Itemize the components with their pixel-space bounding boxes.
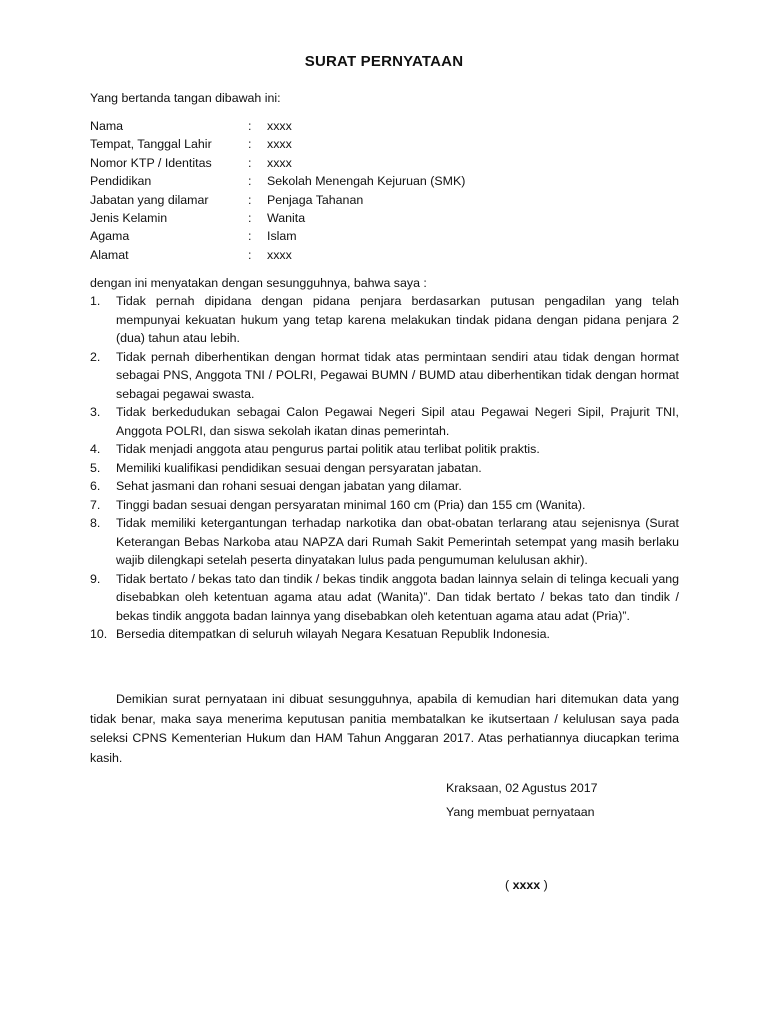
- field-label: Pendidikan: [90, 174, 152, 189]
- item-number: 10.: [90, 627, 108, 641]
- list-item: [90, 477, 679, 496]
- list-item: [90, 348, 679, 404]
- field-label: Nomor KTP / Identitas: [90, 155, 212, 170]
- field-separator: :: [248, 137, 252, 152]
- list-item: [90, 570, 679, 626]
- item-text: Tidak berkedudukan sebagai Calon Pegawai Negeri Sipil atau Pegawai Negeri Sipil, Prajurit TNI, Anggota POLRI, dan siswa sekolah ikatan dinas pemerintah.: [116, 405, 679, 438]
- signature-name: [505, 876, 548, 894]
- item-number: 5.: [90, 460, 101, 475]
- field-row-agama: [90, 227, 465, 245]
- field-separator: :: [248, 229, 252, 244]
- statement-list: [90, 292, 679, 644]
- field-label: Jabatan yang dilamar: [90, 192, 209, 207]
- item-number: 6.: [90, 479, 101, 493]
- field-row-jabatan: [90, 191, 465, 209]
- item-text: Tidak pernah dipidana dengan pidana penjara berdasarkan putusan pengadilan yang telah mempunyai kekuatan hukum yang tetap karena melakukan tindak pidana dengan pidana penjara 2 (dua) tahun atau lebih.: [116, 294, 679, 345]
- list-item: [90, 292, 679, 348]
- field-label: Jenis Kelamin: [90, 210, 168, 225]
- item-text: Sehat jasmani dan rohani sesuai dengan jabatan yang dilamar.: [116, 479, 462, 493]
- item-number: 7.: [90, 497, 101, 512]
- field-separator: :: [248, 210, 252, 225]
- field-value: Penjaga Tahanan: [267, 192, 364, 207]
- statement-intro: dengan ini menyatakan dengan sesungguhnya, bahwa saya :: [90, 276, 427, 290]
- intro-text: Yang bertanda tangan dibawah ini:: [90, 91, 281, 105]
- item-text: Tidak memiliki ketergantungan terhadap narkotika dan obat-obatan terlarang atau sejenisnya (Surat Keterangan Bebas Narkoba atau NAPZA dari Rumah Sakit Pemerintah setempat yang masih berlaku wajib dilengkapi setelah peserta dinyatakan lulus pada pengumuman kelulusan akhir).: [116, 516, 679, 567]
- signer-label: Yang membuat pernyataan: [446, 805, 595, 819]
- field-label: Agama: [90, 229, 130, 244]
- field-row-alamat: [90, 246, 465, 264]
- item-text: Tidak pernah diberhentikan dengan hormat tidak atas permintaan sendiri atau tidak dengan hormat sebagai PNS, Anggota TNI / POLRI, Pegawai BUMN / BUMD atau diberhentikan tidak dengan hormat sebagai pegawai swasta.: [116, 349, 679, 401]
- field-separator: :: [248, 192, 252, 207]
- item-text: Tidak menjadi anggota atau pengurus partai politik atau terlibat politik praktis.: [116, 442, 540, 456]
- document-title: SURAT PERNYATAAN: [304, 53, 464, 70]
- item-number: 1.: [90, 294, 101, 308]
- list-item: [90, 496, 679, 515]
- item-text: Tidak bertato / bekas tato dan tindik / bekas tindik anggota badan lainnya selain di telinga kecuali yang disebabkan oleh ketentuan agama atau adat (Wanita)”. Dan tidak bertato / bekas tato dan tindik / bekas tindik anggota badan lainnya yang disebabkan oleh ketentuan agama atau adat (Pria)”.: [116, 571, 679, 623]
- item-number: 3.: [90, 405, 101, 419]
- item-number: 9.: [90, 571, 101, 586]
- item-text: Memiliki kualifikasi pendidikan sesuai dengan persyaratan jabatan.: [116, 460, 482, 475]
- list-item: [90, 403, 679, 440]
- field-label: Tempat, Tanggal Lahir: [90, 137, 212, 152]
- list-item: [90, 459, 679, 478]
- item-text: Bersedia ditempatkan di seluruh wilayah Negara Kesatuan Republik Indonesia.: [116, 627, 550, 641]
- field-label: Alamat: [90, 247, 129, 262]
- field-row-nomor-ktp: [90, 154, 465, 172]
- field-value: xxxx: [267, 247, 292, 262]
- list-item: [90, 625, 679, 644]
- signature-placeholder: xxxx: [512, 878, 541, 892]
- field-value: Islam: [267, 229, 297, 244]
- field-value: Wanita: [267, 210, 306, 225]
- field-row-pendidikan: [90, 172, 465, 190]
- identity-fields: [90, 117, 465, 264]
- place-date: Kraksaan, 02 Agustus 2017: [446, 781, 598, 795]
- item-number: 8.: [90, 516, 101, 530]
- signature-open: (: [505, 878, 513, 892]
- field-separator: :: [248, 155, 252, 170]
- list-item: [90, 440, 679, 459]
- field-label: Nama: [90, 119, 124, 133]
- field-row-jenis-kelamin: [90, 209, 465, 227]
- signature-close: ): [540, 878, 548, 892]
- field-separator: :: [248, 174, 252, 189]
- field-separator: :: [248, 119, 252, 133]
- field-row-tempat-tanggal-lahir: [90, 135, 465, 153]
- field-separator: :: [248, 247, 252, 262]
- item-text: Tinggi badan sesuai dengan persyaratan minimal 160 cm (Pria) dan 155 cm (Wanita).: [116, 497, 586, 512]
- field-value: xxxx: [267, 155, 292, 170]
- list-item: [90, 514, 679, 570]
- item-number: 4.: [90, 442, 101, 456]
- field-row-nama: [90, 117, 465, 135]
- field-value: Sekolah Menengah Kejuruan (SMK): [267, 174, 466, 189]
- closing-paragraph: Demikian surat pernyataan ini dibuat sesungguhnya, apabila di kemudian hari ditemukan data yang tidak benar, maka saya menerima keputusan panitia membatalkan ke ikutsertaan / kelulusan saya pada seleksi CPNS Kementerian Hukum dan HAM Tahun Anggaran 2017. Atas perhatiannya diucapkan terima kasih.: [90, 692, 679, 765]
- item-number: 2.: [90, 349, 101, 364]
- field-value: xxxx: [267, 137, 292, 152]
- field-value: xxxx: [267, 119, 292, 133]
